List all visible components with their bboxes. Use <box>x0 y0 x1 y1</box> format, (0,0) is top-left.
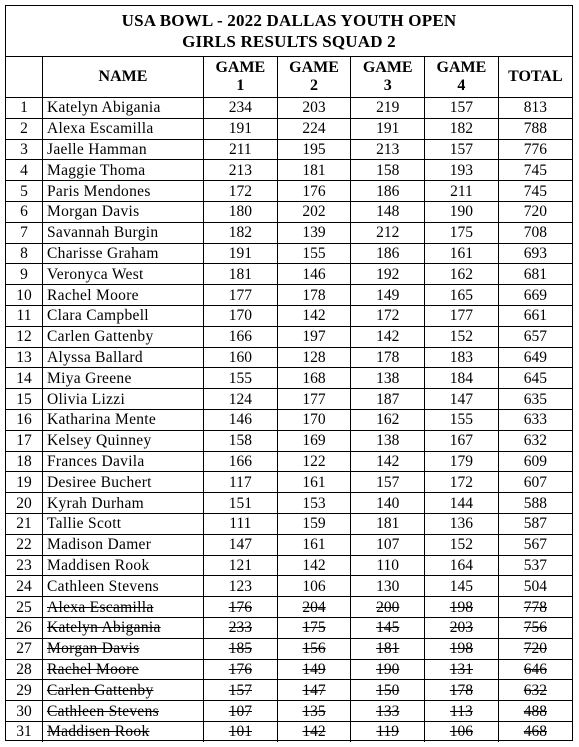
game-4-score: 164 <box>425 555 499 576</box>
name-cell: Alyssa Ballard <box>43 347 204 368</box>
total-score: 468 <box>498 721 572 741</box>
total-score: 609 <box>498 451 572 472</box>
game-1-score: 191 <box>204 118 278 139</box>
game-3-score: 192 <box>351 264 425 285</box>
name-cell: Alexa Escamilla <box>43 118 204 139</box>
total-score: 745 <box>498 160 572 181</box>
name-cell: Katelyn Abigania <box>43 98 204 119</box>
name-cell: Jaelle Hamman <box>43 139 204 160</box>
game-2-score: 147 <box>277 680 351 701</box>
game-3-score: 178 <box>351 347 425 368</box>
total-score: 776 <box>498 139 572 160</box>
name-cell: Miya Greene <box>43 368 204 389</box>
game-2-score: 153 <box>277 493 351 514</box>
total-score: 813 <box>498 98 572 119</box>
game-2-score: 128 <box>277 347 351 368</box>
game-4-score: 152 <box>425 326 499 347</box>
name-cell: Rachel Moore <box>43 285 204 306</box>
game-2-score: 170 <box>277 409 351 430</box>
header-total: TOTAL <box>498 57 572 98</box>
game-2-score: 161 <box>277 472 351 493</box>
game-2-score: 106 <box>277 576 351 597</box>
game-1-score: 146 <box>204 409 278 430</box>
game-2-score: 142 <box>277 555 351 576</box>
header-game-3-number: 3 <box>383 77 392 94</box>
game-3-score: 110 <box>351 555 425 576</box>
total-score: 649 <box>498 347 572 368</box>
rank-cell: 27 <box>6 638 43 659</box>
rank-cell: 4 <box>6 160 43 181</box>
header-game-4-number: 4 <box>457 77 466 94</box>
game-4-score: 172 <box>425 472 499 493</box>
table-row <box>6 409 572 430</box>
game-4-score: 162 <box>425 264 499 285</box>
game-4-score: 211 <box>425 181 499 202</box>
name-cell: Clara Campbell <box>43 305 204 326</box>
name-cell: Desiree Buchert <box>43 472 204 493</box>
rank-cell: 30 <box>6 701 43 722</box>
game-1-score: 177 <box>204 285 278 306</box>
name-cell: Kyrah Durham <box>43 493 204 514</box>
game-3-score: 157 <box>351 472 425 493</box>
game-3-score: 187 <box>351 389 425 410</box>
game-4-score: 152 <box>425 534 499 555</box>
game-3-score: 119 <box>351 721 425 741</box>
game-1-score: 155 <box>204 368 278 389</box>
rank-cell: 22 <box>6 534 43 555</box>
name-cell: Katelyn Abigania <box>43 617 204 638</box>
game-1-score: 166 <box>204 326 278 347</box>
total-score: 567 <box>498 534 572 555</box>
header-game-3 <box>351 57 425 98</box>
game-3-score: 181 <box>351 513 425 534</box>
game-2-score: 122 <box>277 451 351 472</box>
total-score: 756 <box>498 617 572 638</box>
header-game-3-word: GAME <box>362 59 413 76</box>
name-cell: Tallie Scott <box>43 513 204 534</box>
table-row <box>6 451 572 472</box>
header-game-4-word: GAME <box>436 59 487 76</box>
table-row <box>6 555 572 576</box>
game-2-score: 181 <box>277 160 351 181</box>
name-cell: Carlen Gattenby <box>43 326 204 347</box>
game-3-score: 213 <box>351 139 425 160</box>
game-1-score: 191 <box>204 243 278 264</box>
game-1-score: 211 <box>204 139 278 160</box>
game-4-score: 155 <box>425 409 499 430</box>
game-1-score: 185 <box>204 638 278 659</box>
game-2-score: 156 <box>277 638 351 659</box>
game-3-score: 212 <box>351 222 425 243</box>
game-1-score: 117 <box>204 472 278 493</box>
game-3-score: 130 <box>351 576 425 597</box>
game-1-score: 101 <box>204 721 278 741</box>
total-score: 693 <box>498 243 572 264</box>
game-3-score: 138 <box>351 368 425 389</box>
game-3-score: 191 <box>351 118 425 139</box>
results-sheet <box>5 5 573 741</box>
game-1-score: 160 <box>204 347 278 368</box>
game-4-score: 190 <box>425 201 499 222</box>
header-row <box>6 57 572 98</box>
rank-cell: 5 <box>6 181 43 202</box>
game-2-score: 142 <box>277 721 351 741</box>
game-4-score: 131 <box>425 659 499 680</box>
results-table <box>6 57 572 742</box>
game-3-score: 186 <box>351 181 425 202</box>
game-4-score: 179 <box>425 451 499 472</box>
game-4-score: 165 <box>425 285 499 306</box>
name-cell: Madison Damer <box>43 534 204 555</box>
total-score: 537 <box>498 555 572 576</box>
game-3-score: 186 <box>351 243 425 264</box>
game-3-score: 190 <box>351 659 425 680</box>
game-1-score: 176 <box>204 597 278 618</box>
rank-cell: 24 <box>6 576 43 597</box>
rank-cell: 10 <box>6 285 43 306</box>
game-2-score: 195 <box>277 139 351 160</box>
table-row <box>6 430 572 451</box>
table-row <box>6 513 572 534</box>
rank-cell: 14 <box>6 368 43 389</box>
game-4-score: 136 <box>425 513 499 534</box>
game-2-score: 169 <box>277 430 351 451</box>
rank-cell: 13 <box>6 347 43 368</box>
game-2-score: 202 <box>277 201 351 222</box>
name-cell: Kelsey Quinney <box>43 430 204 451</box>
game-4-score: 145 <box>425 576 499 597</box>
game-1-score: 176 <box>204 659 278 680</box>
header-game-2-word: GAME <box>289 59 339 76</box>
header-name: NAME <box>43 57 204 98</box>
table-row <box>6 617 572 638</box>
rank-cell: 9 <box>6 264 43 285</box>
table-row <box>6 389 572 410</box>
game-1-score: 123 <box>204 576 278 597</box>
table-row <box>6 659 572 680</box>
title-line-2: GIRLS RESULTS SQUAD 2 <box>182 32 396 51</box>
game-2-score: 159 <box>277 513 351 534</box>
total-score: 588 <box>498 493 572 514</box>
game-4-score: 198 <box>425 597 499 618</box>
game-1-score: 181 <box>204 264 278 285</box>
total-score: 635 <box>498 389 572 410</box>
sheet-title <box>6 6 572 57</box>
game-1-score: 107 <box>204 701 278 722</box>
table-row <box>6 139 572 160</box>
game-4-score: 147 <box>425 389 499 410</box>
name-cell: Savannah Burgin <box>43 222 204 243</box>
rank-cell: 20 <box>6 493 43 514</box>
table-row <box>6 243 572 264</box>
game-3-score: 150 <box>351 680 425 701</box>
rank-cell: 28 <box>6 659 43 680</box>
game-2-score: 161 <box>277 534 351 555</box>
table-row <box>6 701 572 722</box>
table-row <box>6 347 572 368</box>
name-cell: Charisse Graham <box>43 243 204 264</box>
game-3-score: 148 <box>351 201 425 222</box>
table-row <box>6 638 572 659</box>
game-3-score: 149 <box>351 285 425 306</box>
name-cell: Morgan Davis <box>43 201 204 222</box>
header-game-4 <box>425 57 499 98</box>
header-game-1 <box>204 57 278 98</box>
rank-cell: 8 <box>6 243 43 264</box>
name-cell: Carlen Gattenby <box>43 680 204 701</box>
total-score: 504 <box>498 576 572 597</box>
game-2-score: 177 <box>277 389 351 410</box>
name-cell: Rachel Moore <box>43 659 204 680</box>
game-1-score: 158 <box>204 430 278 451</box>
table-row <box>6 222 572 243</box>
game-1-score: 172 <box>204 181 278 202</box>
rank-cell: 18 <box>6 451 43 472</box>
name-cell: Cathleen Stevens <box>43 701 204 722</box>
name-cell: Alexa Escamilla <box>43 597 204 618</box>
game-1-score: 157 <box>204 680 278 701</box>
rank-cell: 25 <box>6 597 43 618</box>
game-4-score: 175 <box>425 222 499 243</box>
game-3-score: 140 <box>351 493 425 514</box>
table-row <box>6 181 572 202</box>
header-rank <box>6 57 43 98</box>
table-row <box>6 201 572 222</box>
game-3-score: 200 <box>351 597 425 618</box>
rank-cell: 26 <box>6 617 43 638</box>
table-row <box>6 285 572 306</box>
name-cell: Maddisen Rook <box>43 721 204 741</box>
rank-cell: 31 <box>6 721 43 741</box>
game-2-score: 139 <box>277 222 351 243</box>
game-3-score: 107 <box>351 534 425 555</box>
total-score: 587 <box>498 513 572 534</box>
game-2-score: 155 <box>277 243 351 264</box>
rank-cell: 15 <box>6 389 43 410</box>
game-3-score: 181 <box>351 638 425 659</box>
game-3-score: 162 <box>351 409 425 430</box>
total-score: 788 <box>498 118 572 139</box>
game-2-score: 197 <box>277 326 351 347</box>
game-4-score: 157 <box>425 98 499 119</box>
name-cell: Morgan Davis <box>43 638 204 659</box>
total-score: 708 <box>498 222 572 243</box>
game-2-score: 178 <box>277 285 351 306</box>
game-1-score: 121 <box>204 555 278 576</box>
total-score: 645 <box>498 368 572 389</box>
name-cell: Olivia Lizzi <box>43 389 204 410</box>
total-score: 632 <box>498 430 572 451</box>
game-1-score: 213 <box>204 160 278 181</box>
total-score: 632 <box>498 680 572 701</box>
table-row <box>6 98 572 119</box>
table-row <box>6 576 572 597</box>
table-row <box>6 597 572 618</box>
rank-cell: 6 <box>6 201 43 222</box>
game-4-score: 178 <box>425 680 499 701</box>
total-score: 633 <box>498 409 572 430</box>
game-3-score: 133 <box>351 701 425 722</box>
total-score: 646 <box>498 659 572 680</box>
game-1-score: 124 <box>204 389 278 410</box>
table-row <box>6 264 572 285</box>
rank-cell: 1 <box>6 98 43 119</box>
game-2-score: 224 <box>277 118 351 139</box>
rank-cell: 7 <box>6 222 43 243</box>
header-game-2 <box>277 57 351 98</box>
game-2-score: 168 <box>277 368 351 389</box>
game-4-score: 161 <box>425 243 499 264</box>
rank-cell: 11 <box>6 305 43 326</box>
game-4-score: 182 <box>425 118 499 139</box>
game-2-score: 142 <box>277 305 351 326</box>
game-4-score: 193 <box>425 160 499 181</box>
game-1-score: 151 <box>204 493 278 514</box>
total-score: 720 <box>498 638 572 659</box>
table-row <box>6 472 572 493</box>
game-1-score: 111 <box>204 513 278 534</box>
game-1-score: 182 <box>204 222 278 243</box>
total-score: 745 <box>498 181 572 202</box>
rank-cell: 21 <box>6 513 43 534</box>
total-score: 488 <box>498 701 572 722</box>
total-score: 661 <box>498 305 572 326</box>
game-2-score: 176 <box>277 181 351 202</box>
game-4-score: 113 <box>425 701 499 722</box>
game-3-score: 219 <box>351 98 425 119</box>
table-row <box>6 326 572 347</box>
total-score: 681 <box>498 264 572 285</box>
game-4-score: 184 <box>425 368 499 389</box>
table-row <box>6 534 572 555</box>
game-2-score: 135 <box>277 701 351 722</box>
game-4-score: 177 <box>425 305 499 326</box>
table-row <box>6 680 572 701</box>
game-2-score: 175 <box>277 617 351 638</box>
rank-cell: 3 <box>6 139 43 160</box>
game-4-score: 106 <box>425 721 499 741</box>
table-row <box>6 721 572 741</box>
total-score: 778 <box>498 597 572 618</box>
header-game-1-word: GAME <box>215 59 266 76</box>
game-3-score: 142 <box>351 326 425 347</box>
table-row <box>6 118 572 139</box>
rank-cell: 29 <box>6 680 43 701</box>
game-2-score: 149 <box>277 659 351 680</box>
game-2-score: 203 <box>277 98 351 119</box>
game-3-score: 158 <box>351 160 425 181</box>
rank-cell: 12 <box>6 326 43 347</box>
table-row <box>6 493 572 514</box>
game-1-score: 180 <box>204 201 278 222</box>
name-cell: Frances Davila <box>43 451 204 472</box>
game-4-score: 144 <box>425 493 499 514</box>
name-cell: Veronyca West <box>43 264 204 285</box>
table-row <box>6 368 572 389</box>
header-game-1-number: 1 <box>236 77 245 94</box>
game-1-score: 166 <box>204 451 278 472</box>
name-cell: Maggie Thoma <box>43 160 204 181</box>
header-game-2-number: 2 <box>310 77 319 94</box>
name-cell: Cathleen Stevens <box>43 576 204 597</box>
total-score: 657 <box>498 326 572 347</box>
table-row <box>6 160 572 181</box>
game-2-score: 204 <box>277 597 351 618</box>
game-4-score: 183 <box>425 347 499 368</box>
game-2-score: 146 <box>277 264 351 285</box>
rank-cell: 23 <box>6 555 43 576</box>
game-3-score: 138 <box>351 430 425 451</box>
title-line-1: USA BOWL - 2022 DALLAS YOUTH OPEN <box>121 11 457 30</box>
game-1-score: 233 <box>204 617 278 638</box>
game-1-score: 170 <box>204 305 278 326</box>
total-score: 607 <box>498 472 572 493</box>
game-4-score: 157 <box>425 139 499 160</box>
total-score: 720 <box>498 201 572 222</box>
rank-cell: 2 <box>6 118 43 139</box>
rank-cell: 17 <box>6 430 43 451</box>
rank-cell: 16 <box>6 409 43 430</box>
name-cell: Paris Mendones <box>43 181 204 202</box>
game-4-score: 198 <box>425 638 499 659</box>
rank-cell: 19 <box>6 472 43 493</box>
total-score: 669 <box>498 285 572 306</box>
game-1-score: 147 <box>204 534 278 555</box>
game-4-score: 167 <box>425 430 499 451</box>
name-cell: Katharina Mente <box>43 409 204 430</box>
game-3-score: 142 <box>351 451 425 472</box>
game-4-score: 203 <box>425 617 499 638</box>
game-3-score: 145 <box>351 617 425 638</box>
name-cell: Maddisen Rook <box>43 555 204 576</box>
table-row <box>6 305 572 326</box>
game-1-score: 234 <box>204 98 278 119</box>
game-3-score: 172 <box>351 305 425 326</box>
